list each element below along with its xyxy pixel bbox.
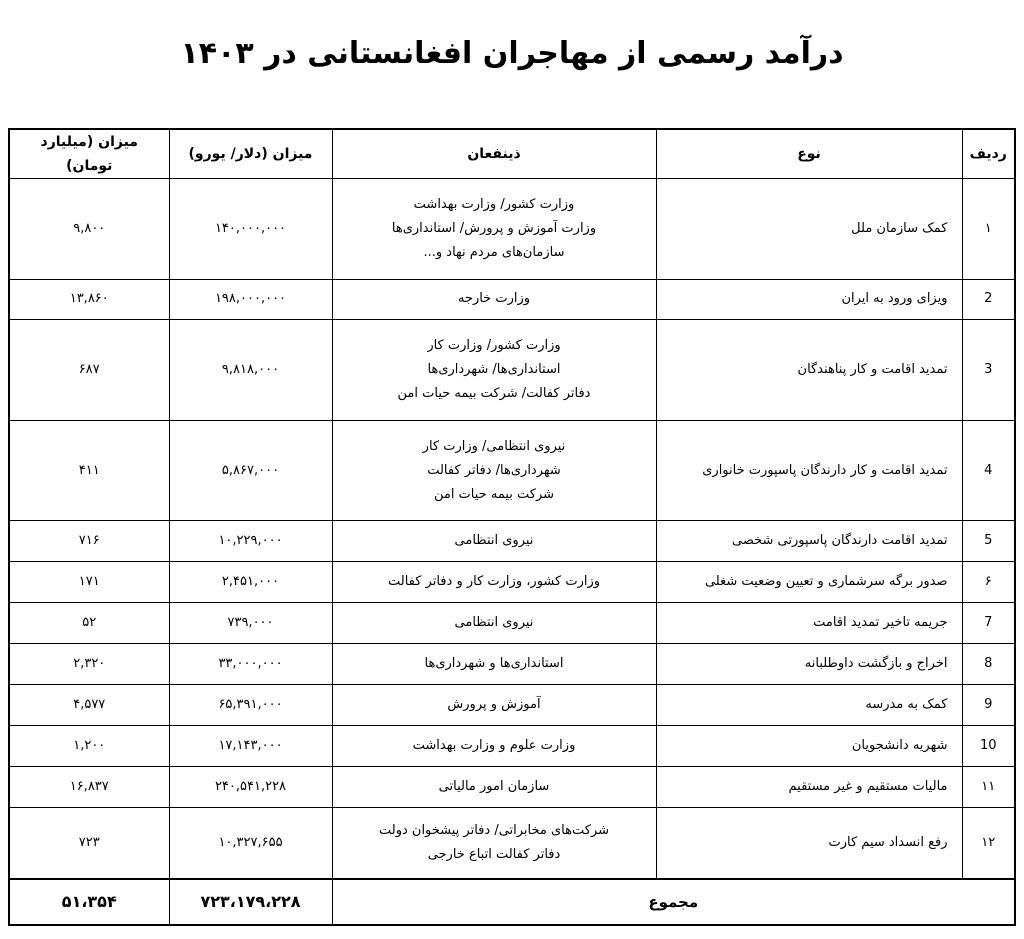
row-amount-usd: ۶۵,۳۹۱,۰۰۰ [169,685,332,726]
row-number: ۱۱ [962,767,1015,808]
row-amount-toman: ۹,۸۰۰ [9,179,169,280]
row-number: 9 [962,685,1015,726]
row-type: تمدید اقامت دارندگان پاسپورتی شخصی [656,521,962,562]
beneficiary-line: وزارت خارجه [457,291,531,307]
table-row [9,685,1015,726]
revenue-table [8,128,1016,926]
table-row [9,562,1015,603]
row-amount-toman: ۴,۵۷۷ [9,685,169,726]
row-beneficiary [332,726,656,767]
row-type: شهریه دانشجویان [656,726,962,767]
beneficiary-line: شرکت بیمه حیات امن [433,486,555,502]
row-type: تمدید اقامت و کار پناهندگان [656,320,962,421]
header-beneficiary: ذینفعان [332,129,656,179]
row-amount-toman: ۱۷۱ [9,562,169,603]
table-row [9,320,1015,421]
row-beneficiary [332,279,656,320]
table-row [9,726,1015,767]
row-amount-usd: ۵,۸۶۷,۰۰۰ [169,420,332,521]
total-label: مجموع [332,879,1015,925]
beneficiary-line: استانداری‌ها/ شهرداری‌ها [427,362,561,378]
table-row [9,521,1015,562]
row-amount-toman: ۱۳,۸۶۰ [9,279,169,320]
row-type: جریمه تاخیر تمدید اقامت [656,603,962,644]
table-body [9,179,1015,880]
row-number: ۱ [962,179,1015,280]
row-number: 8 [962,644,1015,685]
row-number: 5 [962,521,1015,562]
row-type: ویزای ورود به ایران [656,279,962,320]
row-amount-usd: ۱۰,۳۲۷,۶۵۵ [169,808,332,880]
row-amount-toman: ۱۶,۸۳۷ [9,767,169,808]
row-amount-usd: ۱۰,۲۲۹,۰۰۰ [169,521,332,562]
beneficiary-line: آموزش و پرورش [447,697,541,713]
beneficiary-line: دفاتر کفالت اتباع خارجی [427,847,561,862]
row-amount-usd: ۱۷,۱۴۳,۰۰۰ [169,726,332,767]
row-beneficiary [332,320,656,421]
table-row [9,767,1015,808]
table-row [9,808,1015,880]
beneficiary-line: شرکت‌های مخابراتی/ دفاتر پیشخوان دولت [378,823,610,838]
row-number: ۱۲ [962,808,1015,880]
header-amount-toman: میزان (میلیارد تومان) [9,129,169,179]
beneficiary-line: وزارت کشور/ وزارت کار [427,338,561,354]
header-type: نوع [656,129,962,179]
total-amount-toman: ۵۱،۳۵۴ [9,879,169,925]
row-beneficiary [332,767,656,808]
row-beneficiary [332,562,656,603]
row-amount-usd: ۲۴۰,۵۴۱,۲۲۸ [169,767,332,808]
row-amount-toman: ۲,۳۲۰ [9,644,169,685]
row-amount-toman: ۴۱۱ [9,420,169,521]
page-title: درآمد رسمی از مهاجران افغانستانی در ۱۴۰۳ [180,36,844,71]
row-amount-usd: ۱۹۸,۰۰۰,۰۰۰ [169,279,332,320]
beneficiary-line: نیروی انتظامی [454,533,534,549]
table-row [9,644,1015,685]
row-amount-usd: ۱۴۰,۰۰۰,۰۰۰ [169,179,332,280]
table-row [9,179,1015,280]
beneficiary-line: نیروی انتظامی/ وزارت کار [422,438,566,454]
row-beneficiary [332,179,656,280]
row-beneficiary [332,808,656,880]
row-amount-usd: ۲,۴۵۱,۰۰۰ [169,562,332,603]
row-beneficiary [332,521,656,562]
row-type: کمک سازمان ملل [656,179,962,280]
beneficiary-line: وزارت علوم و وزارت بهداشت [412,738,576,754]
row-type: مالیات مستقیم و غیر مستقیم [656,767,962,808]
beneficiary-line: دفاتر کفالت/ شرکت بیمه حیات امن [397,386,591,402]
row-amount-usd: ۹,۸۱۸,۰۰۰ [169,320,332,421]
row-number: 10 [962,726,1015,767]
row-beneficiary [332,420,656,521]
total-amount-usd: ۷۲۳،۱۷۹،۲۲۸ [169,879,332,925]
beneficiary-line: سازمان‌های مردم نهاد و... [423,244,565,260]
beneficiary-line: وزارت آموزش و پرورش/ استانداری‌ها [391,220,597,236]
row-beneficiary [332,603,656,644]
total-row [9,879,1015,925]
row-type: رفع انسداد سیم کارت [656,808,962,880]
row-number: ۶ [962,562,1015,603]
row-type: تمدید اقامت و کار دارندگان پاسپورت خانواری [656,420,962,521]
row-number: 3 [962,320,1015,421]
beneficiary-line: سازمان امور مالیاتی [438,779,550,795]
beneficiary-line: شهرداری‌ها/ دفاتر کفالت [427,462,561,478]
row-amount-toman: ۷۲۳ [9,808,169,880]
header-amount-usd: میزان (دلار/ یورو) [169,129,332,179]
row-amount-toman: ۱,۲۰۰ [9,726,169,767]
row-type: صدور برگه سرشماری و تعیین وضعیت شغلی [656,562,962,603]
table-row [9,279,1015,320]
beneficiary-line: نیروی انتظامی [454,615,534,631]
table-row [9,603,1015,644]
row-number: 4 [962,420,1015,521]
row-amount-toman: ۶۸۷ [9,320,169,421]
table-row [9,420,1015,521]
beneficiary-line: وزارت کشور/ وزارت بهداشت [413,196,575,212]
row-number: 2 [962,279,1015,320]
row-amount-usd: ۷۳۹,۰۰۰ [169,603,332,644]
row-beneficiary [332,685,656,726]
row-amount-toman: ۷۱۶ [9,521,169,562]
beneficiary-line: استانداری‌ها و شهرداری‌ها [424,656,564,672]
row-type: اخراج و بازگشت داوطلبانه [656,644,962,685]
header-row-number: ردیف [962,129,1015,179]
row-type: کمک به مدرسه [656,685,962,726]
beneficiary-line: وزارت کشور، وزارت کار و دفاتر کفالت [387,574,601,590]
header-row [9,129,1015,179]
row-number: 7 [962,603,1015,644]
row-amount-toman: ۵۲ [9,603,169,644]
row-amount-usd: ۳۳,۰۰۰,۰۰۰ [169,644,332,685]
row-beneficiary [332,644,656,685]
